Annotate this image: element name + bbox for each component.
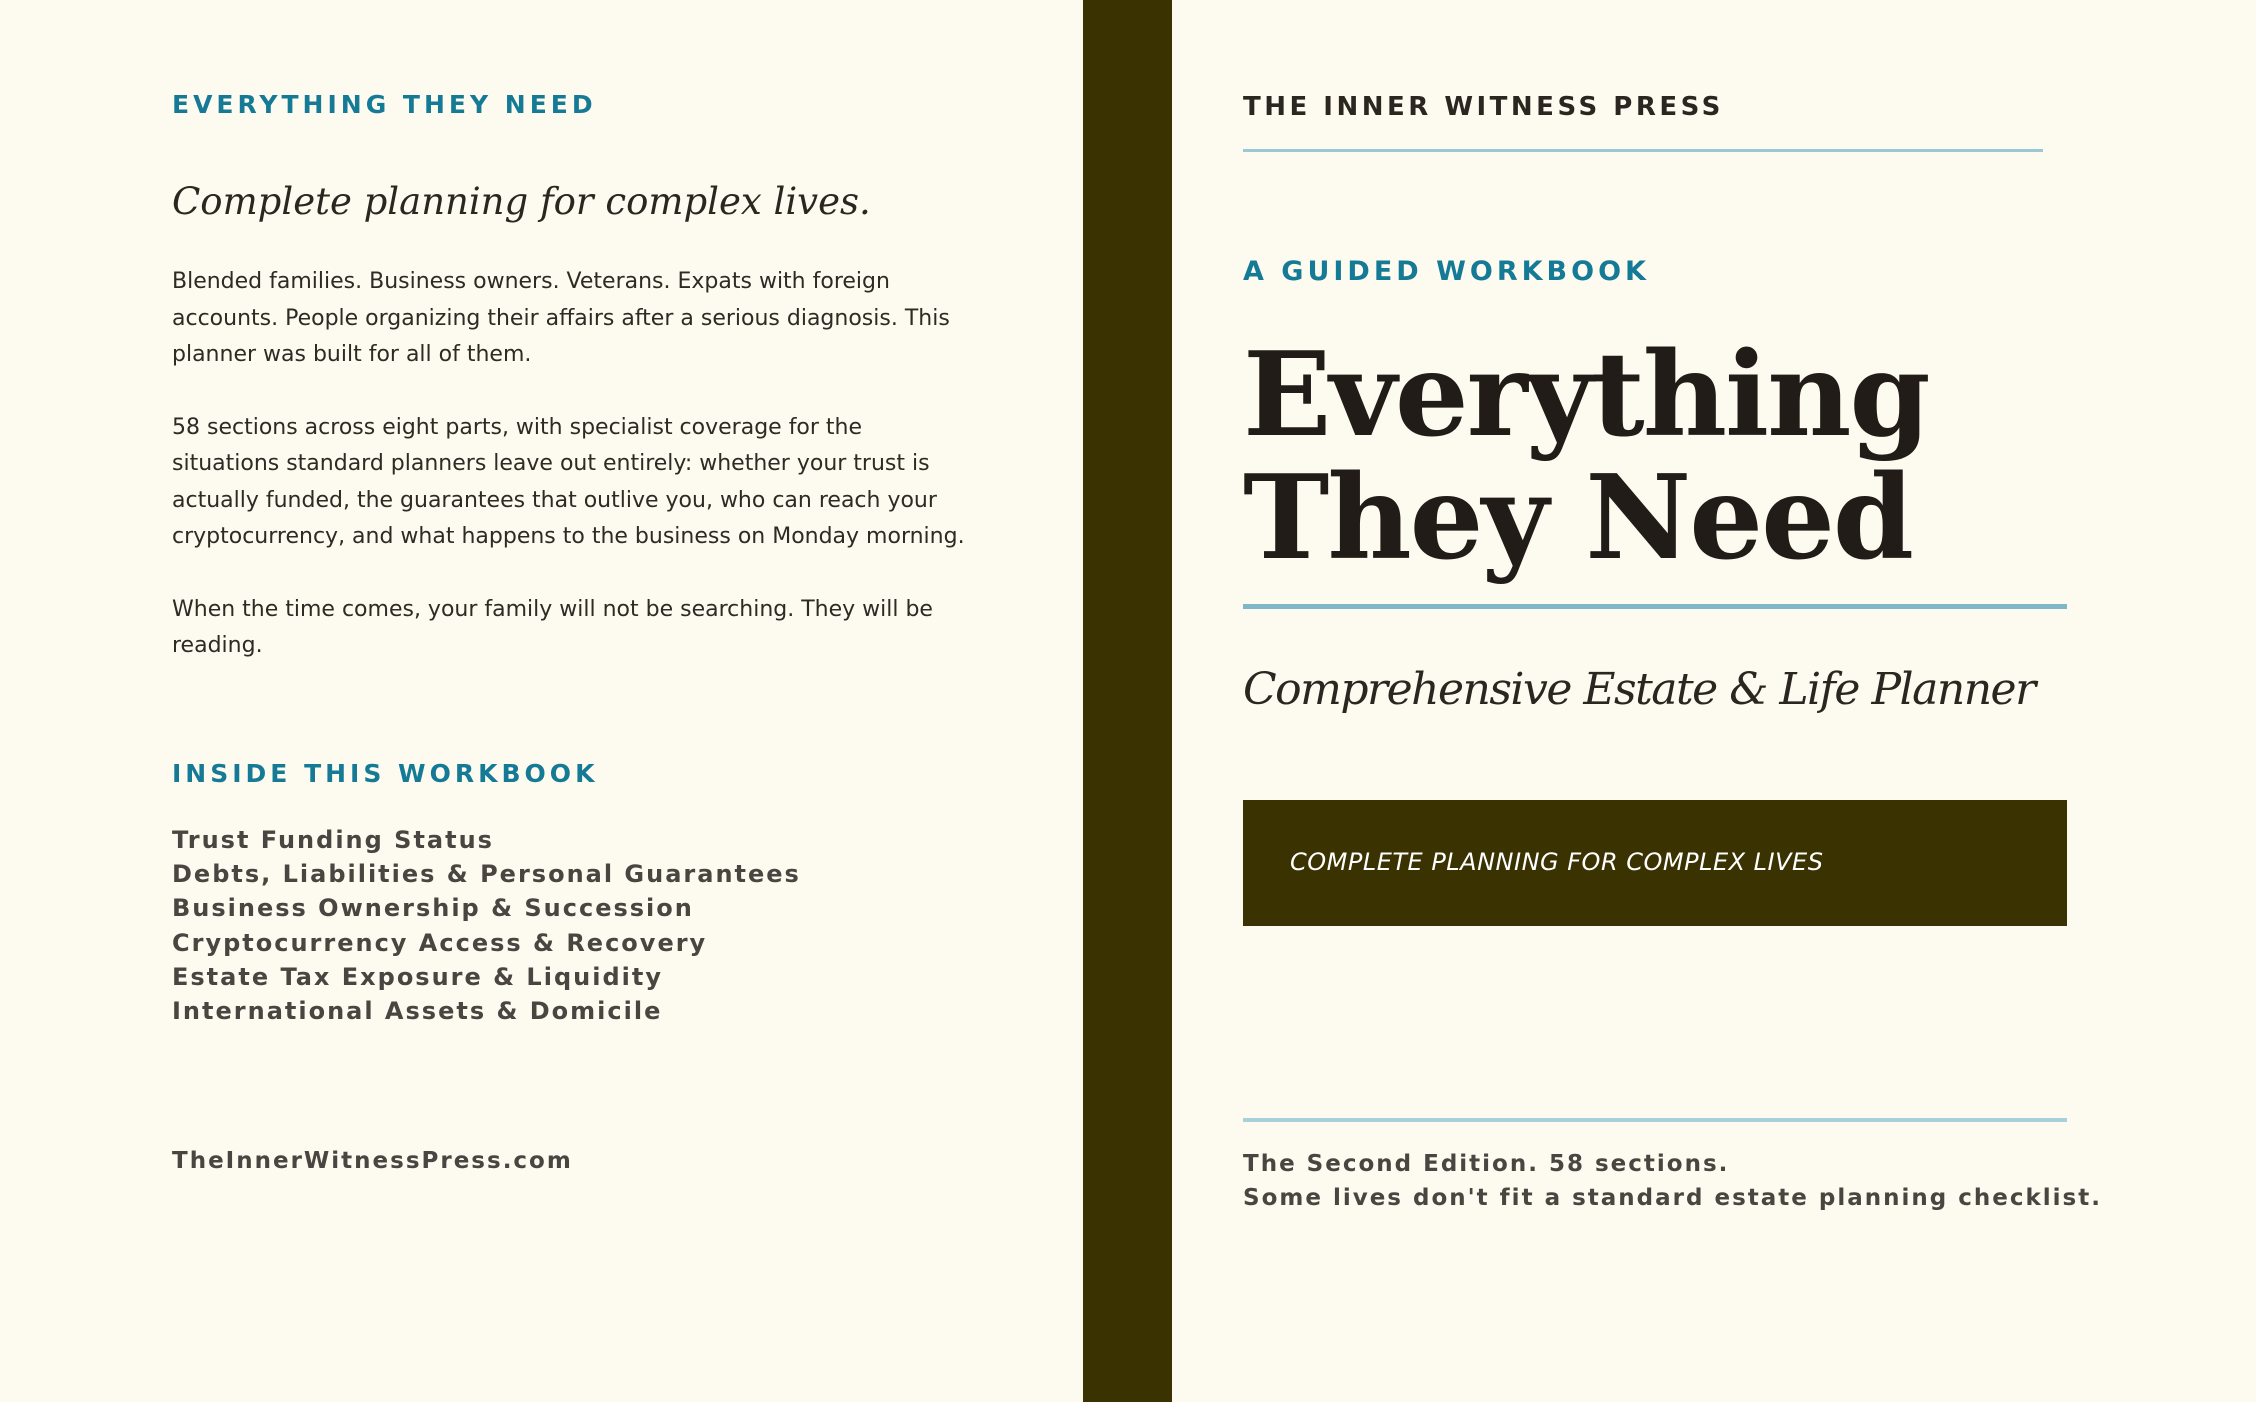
back-description xyxy=(172,264,972,701)
title-line: Everything xyxy=(1243,327,1929,463)
divider-bottom xyxy=(1243,1118,2067,1122)
edition-line: The Second Edition. 58 sections. xyxy=(1243,1151,1730,1177)
inside-workbook-heading: INSIDE THIS WORKBOOK xyxy=(172,759,599,788)
divider-title xyxy=(1243,604,2067,609)
front-cover xyxy=(1172,0,2256,1402)
list-item: Business Ownership & Succession xyxy=(172,894,694,923)
back-cover xyxy=(0,0,1083,1402)
back-eyebrow: EVERYTHING THEY NEED xyxy=(172,90,597,119)
book-subtitle: Comprehensive Estate & Life Planner xyxy=(1243,664,2035,715)
list-item: International Assets & Domicile xyxy=(172,997,663,1026)
tagline-band-text: COMPLETE PLANNING FOR COMPLEX LIVES xyxy=(1290,848,1824,876)
divider-top xyxy=(1243,149,2043,152)
list-item: Trust Funding Status xyxy=(172,826,494,854)
book-title xyxy=(1243,327,1929,586)
back-paragraph: Blended families. Business owners. Veterans. Expats with foreign accounts. People organizing their affairs after a serious diagnosis. This planner was built for all of them. xyxy=(172,269,950,367)
front-eyebrow: A GUIDED WORKBOOK xyxy=(1243,256,1650,287)
edition-note xyxy=(1243,1147,2102,1215)
back-tagline: Complete planning for complex lives. xyxy=(172,180,871,223)
publisher-name: THE INNER WITNESS PRESS xyxy=(1243,92,1724,122)
title-line: They Need xyxy=(1243,450,1912,586)
list-item: Estate Tax Exposure & Liquidity xyxy=(172,962,663,991)
edition-line: Some lives don't fit a standard estate planning checklist. xyxy=(1243,1185,2102,1211)
list-item: Cryptocurrency Access & Recovery xyxy=(172,928,708,957)
tagline-band xyxy=(1243,800,2067,926)
publisher-website: TheInnerWitnessPress.com xyxy=(172,1148,573,1174)
back-paragraph: When the time comes, your family will not be searching. They will be reading. xyxy=(172,596,933,658)
book-spine xyxy=(1083,0,1172,1402)
inside-workbook-list xyxy=(172,823,801,1028)
back-paragraph: 58 sections across eight parts, with specialist coverage for the situations standard planners leave out entirely: whether your trust is actually funded, the guarantees that outlive you, who can reach your cryptocurrency, and what happens to the business on Monday morning. xyxy=(172,414,965,549)
list-item: Debts, Liabilities & Personal Guarantees xyxy=(172,860,801,889)
